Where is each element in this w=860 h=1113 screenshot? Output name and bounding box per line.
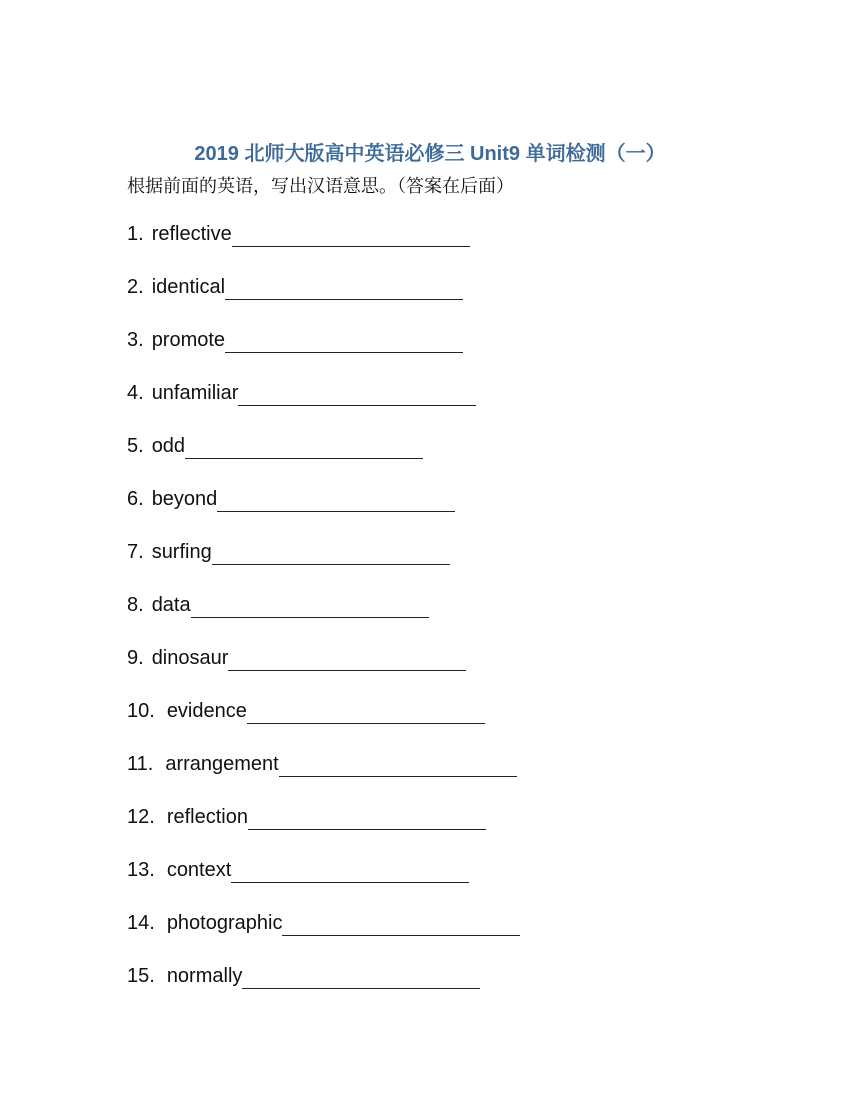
answer-blank[interactable] xyxy=(185,437,423,459)
answer-blank[interactable] xyxy=(217,490,455,512)
item-word: dinosaur xyxy=(151,647,229,669)
answer-blank[interactable] xyxy=(228,649,466,671)
item-number: 11. xyxy=(127,753,154,775)
item-word: beyond xyxy=(151,488,218,510)
answer-blank[interactable] xyxy=(242,967,480,989)
vocab-item xyxy=(127,592,429,618)
answer-blank[interactable] xyxy=(248,808,486,830)
item-number: 2. xyxy=(127,276,144,298)
item-word: normally xyxy=(166,965,243,987)
item-number: 14. xyxy=(127,912,155,934)
answer-blank[interactable] xyxy=(282,914,520,936)
vocab-item xyxy=(127,857,469,883)
item-word: reflection xyxy=(166,806,248,828)
item-number: 8. xyxy=(127,594,144,616)
vocab-item xyxy=(127,433,423,459)
vocab-item xyxy=(127,221,470,247)
item-number: 6. xyxy=(127,488,144,510)
vocab-item xyxy=(127,486,455,512)
vocab-item xyxy=(127,645,466,671)
item-word: evidence xyxy=(166,700,247,722)
item-word: unfamiliar xyxy=(151,382,239,404)
item-word: arrangement xyxy=(165,753,279,775)
answer-blank[interactable] xyxy=(225,278,463,300)
vocab-item xyxy=(127,698,485,724)
item-number: 9. xyxy=(127,647,144,669)
answer-blank[interactable] xyxy=(279,755,517,777)
vocab-item xyxy=(127,804,486,830)
item-word: photographic xyxy=(166,912,283,934)
vocab-item xyxy=(127,327,463,353)
item-word: promote xyxy=(151,329,226,351)
item-number: 5. xyxy=(127,435,144,457)
vocab-item xyxy=(127,963,480,989)
answer-blank[interactable] xyxy=(247,702,485,724)
vocab-item xyxy=(127,539,450,565)
vocab-item xyxy=(127,910,520,936)
item-number: 10. xyxy=(127,700,155,722)
item-word: surfing xyxy=(151,541,212,563)
item-number: 15. xyxy=(127,965,155,987)
item-number: 13. xyxy=(127,859,155,881)
answer-blank[interactable] xyxy=(231,861,469,883)
item-word: identical xyxy=(151,276,226,298)
item-word: context xyxy=(166,859,232,881)
vocab-item xyxy=(127,380,476,406)
page-title: 2019 北师大版高中英语必修三 Unit9 单词检测（一） xyxy=(194,143,666,165)
answer-blank[interactable] xyxy=(225,331,463,353)
item-number: 4. xyxy=(127,382,144,404)
vocab-item xyxy=(127,751,517,777)
item-number: 1. xyxy=(127,223,144,245)
vocab-item xyxy=(127,274,463,300)
item-word: odd xyxy=(151,435,186,457)
answer-blank[interactable] xyxy=(232,225,470,247)
answer-blank[interactable] xyxy=(238,384,476,406)
instruction-text: 根据前面的英语，写出汉语意思。（答案在后面） xyxy=(127,176,514,196)
answer-blank[interactable] xyxy=(212,543,450,565)
item-number: 3. xyxy=(127,329,144,351)
item-number: 7. xyxy=(127,541,144,563)
answer-blank[interactable] xyxy=(191,596,429,618)
item-word: reflective xyxy=(151,223,232,245)
item-word: data xyxy=(151,594,191,616)
item-number: 12. xyxy=(127,806,155,828)
